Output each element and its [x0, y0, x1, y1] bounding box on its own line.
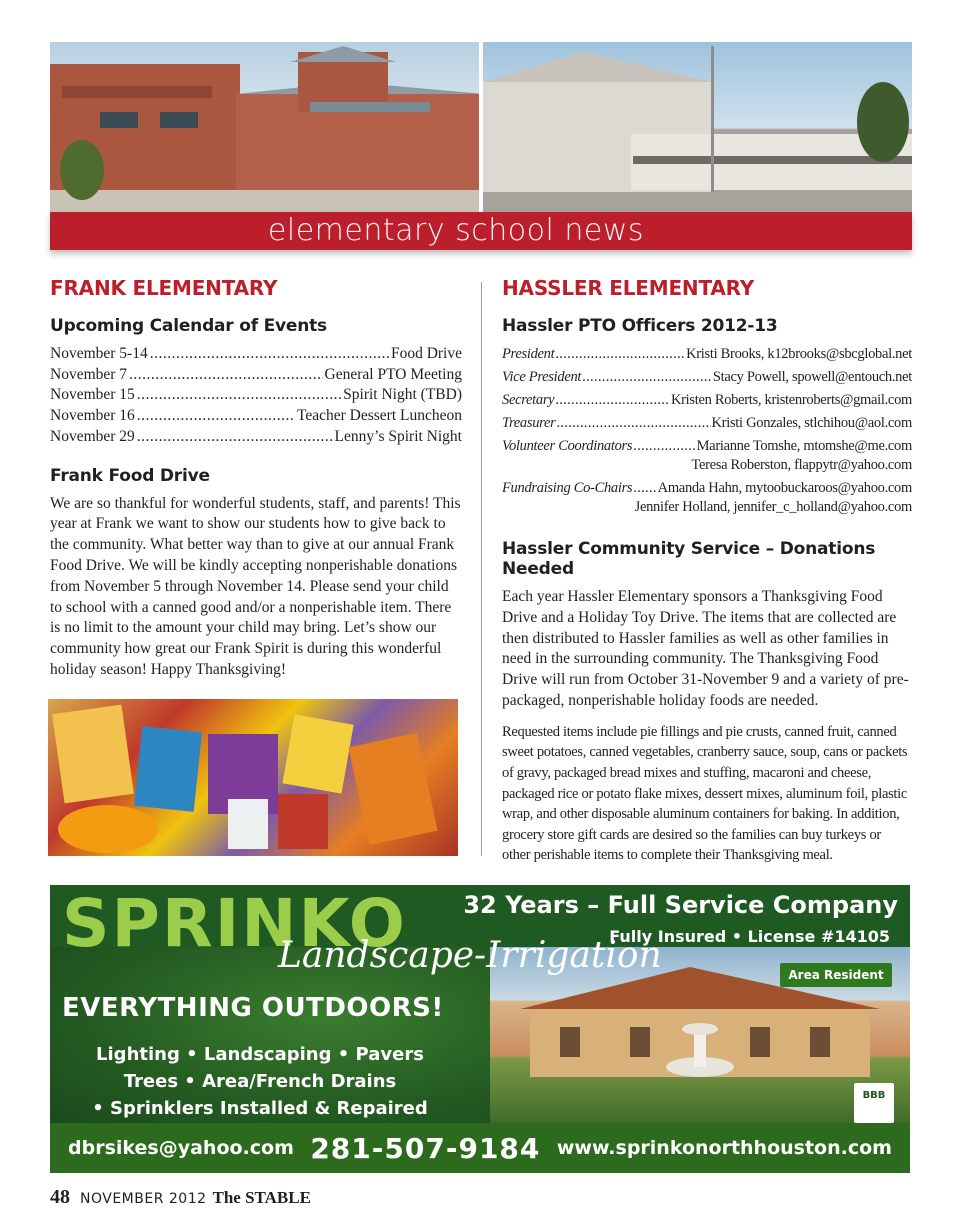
hassler-title: HASSLER ELEMENTARY: [502, 276, 755, 300]
officer-role: Vice President: [502, 369, 582, 385]
officer-name: Kristi Brooks, k12brooks@sbcglobal.net: [686, 346, 912, 362]
header: [50, 42, 912, 252]
service-text-2: Requested items include pie fillings and pie crusts, canned fruit, canned sweet potatoes, canned vegetables, cranberry sauce, soup, cans or packets of gravy, packaged bread mixes and stuffing, macaroni and cheese, packaged rice or potato flake mixes, dessert mixes, aluminum foil, plastic wrap, and other disposable aluminum containers for baking. In addition, grocery store gift cards are desired so the families can buy turkeys or other perishable items to complete their Thanksgiving meal.: [502, 723, 908, 864]
bbb-member-logo: BBB: [854, 1083, 894, 1123]
ad-contact-bar: [50, 1123, 910, 1173]
ad-phone-number[interactable]: 281-507-9184: [310, 1131, 541, 1165]
hassler-column: [502, 272, 912, 866]
calendar-title: Upcoming Calendar of Events: [50, 316, 327, 336]
officer-row: [502, 367, 912, 387]
officer-role: Secretary: [502, 392, 555, 408]
calendar-row: [50, 344, 462, 365]
calendar-row: [50, 406, 462, 427]
ad-website-link[interactable]: www.sprinkonorthhouston.com: [556, 1137, 892, 1159]
event-name: Lenny’s Spirit Night: [334, 427, 462, 445]
ad-years: 32 Years – Full Service Company: [463, 891, 898, 919]
issue-date: NOVEMBER 2012: [80, 1191, 207, 1207]
ad-services: [90, 1041, 430, 1122]
calendar-row: [50, 427, 462, 448]
officer-extra-name: Jennifer Holland, jennifer_c_holland@yahoo.com: [634, 499, 912, 515]
event-date: November 7: [50, 365, 128, 383]
officer-row: [502, 436, 912, 456]
ad-service-line: • Sprinklers Installed & Repaired: [92, 1098, 428, 1119]
officer-row: [502, 478, 912, 498]
hassler-elementary-photo: [483, 42, 912, 214]
service-title: Hassler Community Service – Donations Needed: [502, 539, 876, 579]
event-name: Teacher Dessert Luncheon: [296, 407, 462, 425]
officer-name: Amanda Hahn, mytoobuckaroos@yahoo.com: [657, 480, 912, 496]
officer-role: President: [502, 346, 555, 362]
officer-role: Treasurer: [502, 415, 556, 431]
officer-extra-name: Teresa Roberston, flappytr@yahoo.com: [691, 457, 912, 473]
sprinko-logo: SPRINKO: [62, 885, 407, 962]
banner-title: elementary school news: [267, 213, 644, 248]
magazine-name: The STABLE: [212, 1188, 311, 1207]
calendar-row: [50, 365, 462, 386]
column-divider: [481, 282, 482, 856]
officer-row: [502, 344, 912, 364]
officer-row: [502, 413, 912, 433]
officer-name: Marianne Tomshe, mtomshe@me.com: [696, 438, 912, 454]
calendar-row: [50, 385, 462, 406]
page-footer: [50, 1186, 311, 1209]
service-text-1: Each year Hassler Elementary sponsors a Thanksgiving Food Drive and a Holiday Toy Drive. The items that are collected are then distributed to Hassler families as well as other families in need in the surrounding community. The Thanksgiving Food Drive will run from October 31-November 9 and a variety of pre-packaged, nonperishable holiday foods are needed.: [502, 588, 909, 709]
frank-elementary-photo: [50, 42, 479, 214]
ad-service-line: Trees • Area/French Drains: [123, 1071, 397, 1092]
food-drive-title: Frank Food Drive: [50, 465, 210, 486]
ad-license: Fully Insured • License #14105: [609, 927, 890, 946]
event-name: Food Drive: [390, 345, 462, 362]
event-date: November 29: [50, 427, 135, 445]
officers-title: Hassler PTO Officers 2012-13: [502, 316, 778, 336]
event-date: November 15: [50, 386, 135, 404]
ad-headline: EVERYTHING OUTDOORS!: [62, 993, 444, 1023]
frank-column: [50, 272, 462, 681]
event-name: Spirit Night (TBD): [343, 386, 462, 404]
food-donations-photo: [48, 699, 458, 856]
ad-tagline: Landscape-Irrigation: [278, 935, 662, 976]
ad-service-line: Lighting • Landscaping • Pavers: [96, 1044, 424, 1065]
frank-title: FRANK ELEMENTARY: [50, 276, 278, 300]
officer-role: Fundraising Co-Chairs: [502, 480, 633, 496]
officer-name: Kristi Gonzales, stlchihou@aol.com: [711, 415, 912, 431]
area-resident-badge: Area Resident: [780, 963, 892, 987]
page-number: 48: [50, 1186, 70, 1208]
officer-role: Volunteer Coordinators: [502, 438, 633, 454]
calendar-list: [50, 344, 462, 448]
section-banner: [50, 212, 912, 250]
food-drive-text: We are so thankful for wonderful students, staff, and parents! This year at Frank we want to show our students how to give back to the community. What better way than to give at our annual Frank Food Drive. We will be kindly accepting nonperishable donations from November 5 through November 14. Please send your child to school with a canned good and/or a nonperishable item. There is no limit to the amount your child may bring. Let’s show our community how great our Frank Spirit is during this wonderful holiday season! Happy Thanksgiving!: [50, 494, 461, 678]
officer-name: Stacy Powell, spowell@entouch.net: [712, 369, 912, 385]
event-name: General PTO Meeting: [324, 365, 462, 383]
event-date: November 16: [50, 407, 135, 425]
event-date: November 5-14: [50, 345, 148, 362]
officer-row: [502, 390, 912, 410]
ad-email-link[interactable]: dbrsikes@yahoo.com: [68, 1137, 294, 1159]
officers-list: [502, 344, 912, 517]
sprinko-advertisement[interactable]: [50, 885, 910, 1173]
officer-name: Kristen Roberts, kristenroberts@gmail.com: [670, 392, 912, 408]
